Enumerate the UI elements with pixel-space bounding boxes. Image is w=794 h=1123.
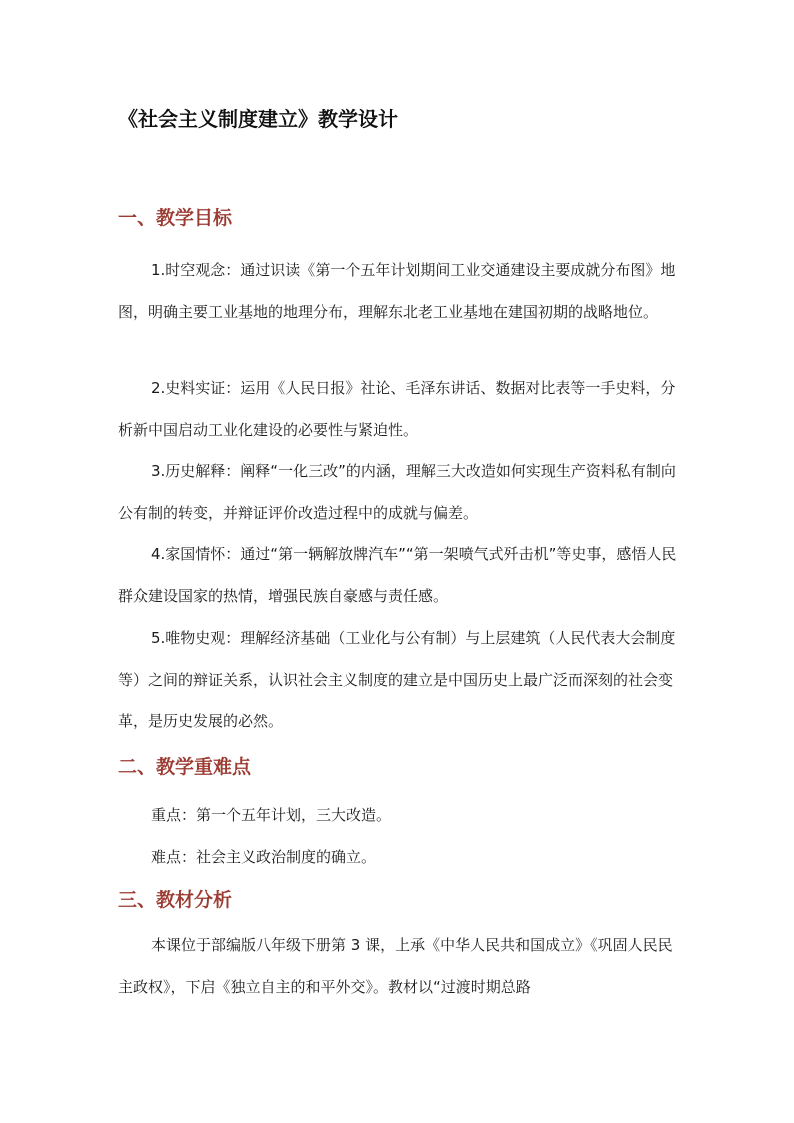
section-heading-key-points: 二、教学重难点 xyxy=(118,756,252,778)
objective-paragraph-4: 4.家国情怀：通过“第一辆解放牌汽车”“第一架喷气式歼击机”等史事，感悟人民群众建设国家的热情，增强民族自豪感与责任感。 xyxy=(118,545,677,605)
objective-paragraph-1: 1.时空观念：通过识读《第一个五年计划期间工业交通建设主要成就分布图》地图，明确主要工业基地的地理分布，理解东北老工业基地在建国初期的战略地位。 xyxy=(118,261,676,321)
section-heading-objectives: 一、教学目标 xyxy=(118,207,233,229)
document-title: 《社会主义制度建立》教学设计 xyxy=(118,107,398,131)
textbook-analysis-paragraph: 本课位于部编版八年级下册第 3 课，上承《中华人民共和国成立》《巩固人民民主政权》，下启《独立自主的和平外交》。教材以“过渡时期总路 xyxy=(118,936,673,996)
objective-paragraph-5: 5.唯物史观：理解经济基础（工业化与公有制）与上层建筑（人民代表大会制度等）之间的辩证关系，认识社会主义制度的建立是中国历史上最广泛而深刻的社会变革，是历史发展的必然。 xyxy=(118,629,676,730)
key-point-line: 重点：第一个五年计划，三大改造。 xyxy=(151,806,392,824)
section-heading-textbook-analysis: 三、教材分析 xyxy=(118,889,233,911)
objective-paragraph-2: 2.史料实证：运用《人民日报》社论、毛泽东讲话、数据对比表等一手史料，分析新中国启动工业化建设的必要性与紧迫性。 xyxy=(118,379,676,439)
objective-paragraph-3: 3.历史解释：阐释“一化三改”的内涵，理解三大改造如何实现生产资料私有制向公有制的转变，并辩证评价改造过程中的成就与偏差。 xyxy=(118,462,676,522)
difficult-point-line: 难点：社会主义政治制度的确立。 xyxy=(151,848,377,866)
